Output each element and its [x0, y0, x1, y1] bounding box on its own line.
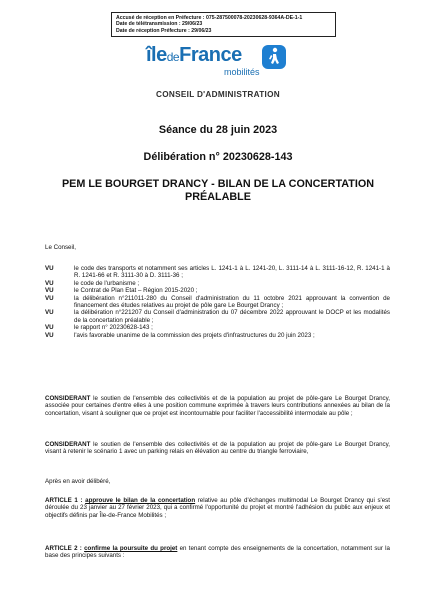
intro-text: Le Conseil, [45, 244, 76, 251]
seance-date: Séance du 28 juin 2023 [158, 124, 278, 136]
vu-text: l'avis favorable unanime de la commission des projets d'infrastructures du 20 juin 2023 ; [74, 331, 315, 339]
article-2 [45, 545, 390, 560]
vu-text: la délibération n°211011-280 du Conseil d'administration du 11 octobre 2021 approuvant la convention de financement des études relatives au projet de pôle gare Le Bourget Drancy ; [74, 294, 390, 310]
vu-item [45, 295, 390, 310]
vu-label: VU [45, 294, 54, 302]
vu-item [45, 287, 390, 294]
conseil-heading: CONSEIL D'ADMINISTRATION [156, 90, 280, 99]
considerant-keyword: CONSIDERANT [45, 441, 91, 448]
vu-item [45, 309, 390, 324]
considerant-keyword: CONSIDERANT [45, 395, 91, 402]
article-keyword: approuve le bilan de la concertation [85, 497, 196, 504]
article-number: ARTICLE 2 : [45, 545, 85, 552]
vu-text: le code des transports et notamment ses articles L. 1241-1 à L. 1241-20, L. 3111-14 à L. 3111-16-12, R. 1241-1 à R. 1241-66 et R. 3111-30 à D. 3111-36 ; [74, 265, 390, 280]
considerant-paragraph-1 [45, 395, 390, 417]
logo-mobilites: mobilités [224, 67, 260, 77]
vu-text: le code de l'urbanisme ; [74, 279, 140, 287]
logo-ile: île [146, 44, 167, 66]
logo-wordmark [146, 44, 242, 67]
vu-label: VU [45, 324, 54, 332]
logo-france: France [179, 44, 242, 66]
considerant-paragraph-2 [45, 441, 390, 456]
article-keyword: confirme la poursuite du projet [84, 545, 178, 552]
ile-de-france-mobilites-logo [146, 44, 296, 80]
considerant-text: le soutien de l'ensemble des collectivités et de la population au projet de pôle-gare Le Bourget Drancy, visant à retenir le scénario 1 avec un parking relais en élévation au centre du triangle ferroviaire, [45, 441, 390, 456]
stamp-line-receipt: Accusé de réception en Préfecture : 075-287500078-20230628-9364A-DE-1-1 [116, 15, 303, 21]
stamp-line-reception: Date de réception Préfecture : 29/06/23 [116, 27, 212, 34]
deliberation-number: Délibération n° 20230628-143 [143, 151, 293, 163]
prefecture-receipt-stamp [111, 12, 336, 37]
vu-label: VU [45, 279, 54, 287]
vu-list [45, 265, 390, 339]
document-title: PEM LE BOURGET DRANCY - BILAN DE LA CONCERTATION PRÉALABLE [61, 178, 375, 203]
vu-text: le Contrat de Plan Etat – Région 2015-2020 ; [74, 287, 198, 295]
stamp-line-transmission: Date de télétransmission : 29/06/23 [116, 21, 203, 28]
considerant-text: le soutien de l'ensemble des collectivités et de la population au projet de pôle-gare Le Bourget Drancy, associée pour certaines d'entre elles à une position commune exprimée à travers leurs contributions annexées au bilan de la concertation, visant à souligner que ce projet est incontournable pour faciliter l'accessibilité intermodale au pôle ; [45, 395, 390, 417]
logo-de: de [166, 50, 180, 64]
vu-item [45, 332, 390, 339]
vu-item [45, 280, 390, 287]
article-text: en tenant compte des enseignements de la concertation, notamment sur la base des principes suivants : [45, 545, 390, 560]
vu-label: VU [45, 331, 54, 339]
vu-item [45, 265, 390, 280]
vu-text: la délibération n°221207 du Conseil d'administration du 07 décembre 2022 approuvant le DOCP et les modalités de la concertation préalable ; [74, 309, 390, 324]
walking-person-icon [262, 45, 286, 69]
article-1 [45, 497, 390, 519]
vu-label: VU [45, 265, 54, 272]
vu-text: le rapport n° 20230628-143 ; [74, 324, 153, 332]
article-text: relative au pôle d'échanges multimodal Le Bourget Drancy qui s'est déroulée du 23 janvier au 27 février 2023, qui a confirmé l'opportunité du projet et montré l'adhésion du public aux enjeux et objectifs définis par Île-de-France Mobilités ; [45, 497, 390, 519]
article-number: ARTICLE 1 : [45, 497, 86, 504]
vu-label: VU [45, 309, 54, 317]
vu-label: VU [45, 287, 54, 295]
vu-item [45, 324, 390, 331]
apres-deliberation: Après en avoir délibéré, [45, 478, 111, 485]
